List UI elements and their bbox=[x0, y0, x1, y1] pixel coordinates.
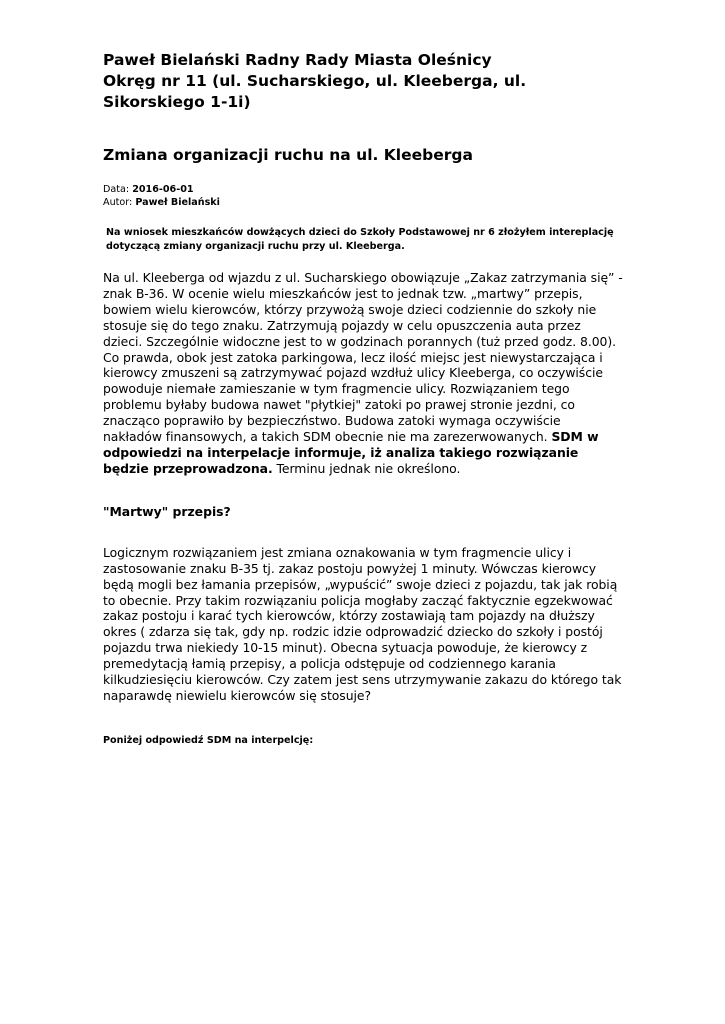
date-value: 2016-06-01 bbox=[132, 184, 194, 195]
footer-note: Poniżej odpowiedź SDM na interpelcję: bbox=[103, 734, 314, 746]
councillor-header bbox=[103, 50, 623, 113]
author-label: Autor: bbox=[103, 197, 133, 208]
document-page bbox=[103, 50, 623, 747]
district-line: Okręg nr 11 (ul. Sucharskiego, ul. Kleeberga, ul. Sikorskiego 1-1i) bbox=[103, 72, 527, 111]
section-heading: "Martwy" przepis? bbox=[103, 503, 231, 519]
author-value: Paweł Bielański bbox=[135, 197, 220, 208]
author-row bbox=[103, 196, 623, 209]
paragraph-2: Logicznym rozwiązaniem jest zmiana oznakowania w tym fragmencie ulicy i zastosowanie znaku B-35 tj. zakaz postoju powyżej 1 minuty. Wówczas kierowcy będą mogli bez łamania przepisów, „wypuścić” swoje dzieci z pojazdu, tak jak robią to obecnie. Przy takim rozwiązaniu policja mogłaby zacząć faktycznie egzekwować zakaz postoju i karać tych kierowców, którzy zostawiają tam pojazdy na dłuższy okres ( zdarza się tak, gdy np. rodzic idzie odprowadzić dziecko do szkoły i postój pojazdu trwa niekiedy 10-15 minut). Obecna sytuacja powoduje, że kierowcy z premedytacją łamią przepisy, a policja odstępuje od codziennego karania kilkudziesięciu kierowców. Czy zatem jest sens utrzymywanie zakazu do którego tak naparawdę niewielu kierowców się stosuje? bbox=[103, 544, 622, 703]
date-label: Data: bbox=[103, 184, 130, 195]
councillor-name-line: Paweł Bielański Radny Rady Miasta Oleśnicy bbox=[103, 51, 492, 69]
article-lead: Na wniosek mieszkańców dowżących dzieci do Szkoły Podstawowej nr 6 złożyłem intereplację dotyczącą zmiany organizacji ruchu przy ul. Kleeberga. bbox=[106, 227, 614, 252]
paragraph-1-bold: SDM w odpowiedzi na interpelacje informuje, iż analiza takiego rozwiązanie będzie przeprowadzona. bbox=[103, 429, 599, 476]
paragraph-1-tail: Terminu jednak nie określono. bbox=[276, 460, 461, 476]
date-row bbox=[103, 183, 623, 196]
article-meta bbox=[103, 183, 623, 209]
paragraph-1 bbox=[103, 270, 623, 477]
article-title: Zmiana organizacji ruchu na ul. Kleeberga bbox=[103, 146, 473, 164]
paragraph-1-text: Na ul. Kleeberga od wjazdu z ul. Sucharskiego obowiązuje „Zakaz zatrzymania się” - znak B-36. W ocenie wielu mieszkańców jest to jednak tzw. „martwy” przepis, bowiem wielu kierowców, którzy przywożą swoje dzieci codziennie do szkoły nie stosuje się do tego znaku. Zatrzymują pojazdy w celu opuszczenia auta przez dzieci. Szczególnie widoczne jest to w godzinach porannych (tuż przed godz. 8.00). Co prawda, obok jest zatoka parkingowa, lecz ilość miejsc jest niewystarczająca i kierowcy zmuszeni są zatrzymywać pojazd wzdłuż ulicy Kleeberga, co oczywiście powoduje niemałe zamieszanie w tym fragmencie ulicy. Rozwiązaniem tego problemu byłaby budowa nawet "płytkiej" zatoki po prawej stronie jezdni, co znacząco poprawiło by bezpieczństwo. Budowa zatoki wymaga oczywiście nakładów finansowych, a takich SDM obecnie nie ma zarezerwowanych. bbox=[103, 270, 623, 445]
